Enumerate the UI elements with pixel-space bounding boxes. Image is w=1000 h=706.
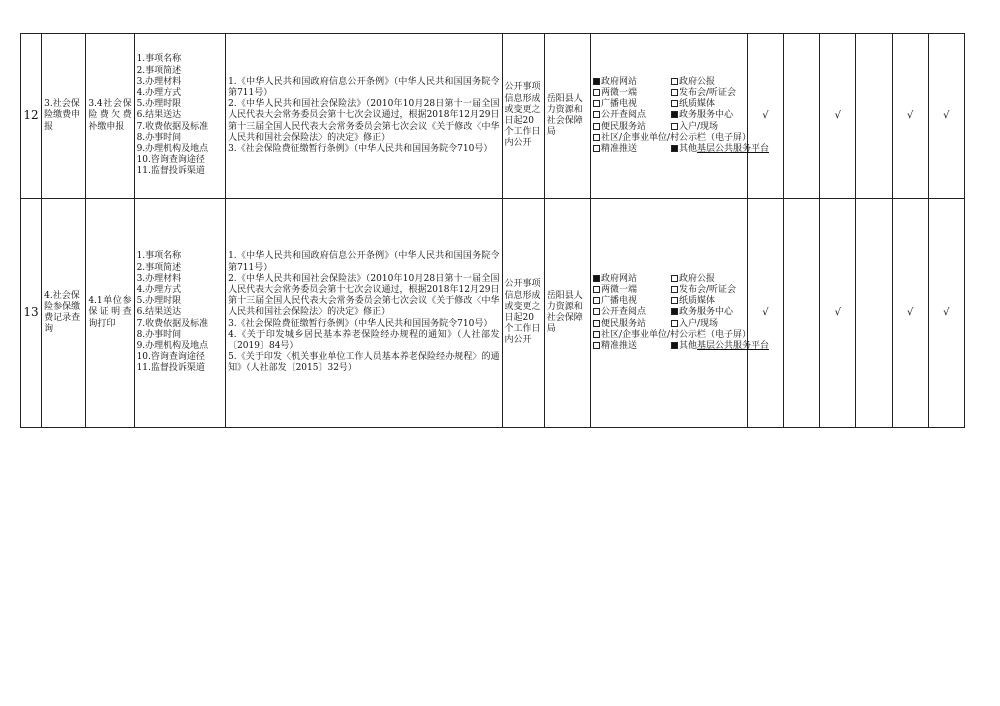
empty-box-icon (593, 100, 600, 107)
row-index: 12 (21, 34, 42, 199)
empty-box-icon (593, 111, 600, 118)
checked-box-icon (593, 275, 600, 282)
channel-paper: 纸质媒体 (671, 296, 769, 307)
empty-box-icon (671, 89, 678, 96)
basis-cell (226, 34, 502, 199)
checked-box-icon (593, 78, 600, 85)
content-item: 10.咨询查询途径 (136, 352, 205, 363)
empty-box-icon (593, 286, 600, 293)
basis-item: 3.《社会保险费征缴暂行条例》（中华人民共和国国务院令710号） (228, 318, 493, 329)
content-item: 11.监督投诉渠道 (136, 166, 205, 177)
category-cell: 3.社会保险缴费申报 (42, 34, 86, 199)
content-item: 4.办理方式 (136, 87, 182, 98)
basis-cell (226, 199, 502, 428)
channel-press: 发布会/听证会 (671, 88, 769, 99)
subitem-cell: 3.4社会保险费欠费补缴申报 (86, 34, 134, 199)
basis-item: 2.《中华人民共和国社会保险法》（2010年10月28日第十一届全国人民代表大会常务委员会第十七次会议通过，根据2018年12月29日第十三届全国人民代表大会常务委员会第七次会议《关于修改〈中华人民共和国社会保险法〉的决定》修正） (228, 273, 500, 318)
basis-item: 4.《关于印发城乡居民基本养老保险经办规程的通知》（人社部发〔2019〕84号） (228, 329, 500, 351)
channel-two-micro: 两微一端 (593, 88, 671, 99)
scope-mark: √ (928, 199, 964, 428)
table-row (21, 199, 965, 428)
channel-push: 精准推送 (593, 144, 671, 155)
content-item: 5.办理时限 (136, 99, 182, 110)
scope-mark: √ (820, 34, 856, 199)
channel-service-station: 便民服务站 (593, 319, 671, 330)
contents-cell (134, 34, 225, 199)
content-item: 7.收费依据及标准 (136, 121, 209, 132)
channel-broadcast: 广播电视 (593, 99, 671, 110)
subject-cell: 岳阳县人力资源和社会保障局 (544, 199, 590, 428)
checked-box-icon (671, 342, 678, 349)
content-item: 4.办理方式 (136, 284, 182, 295)
content-item: 8.办事时间 (136, 132, 182, 143)
checked-box-icon (671, 145, 678, 152)
content-item: 9.办理机构及地点 (136, 341, 209, 351)
empty-box-icon (593, 89, 600, 96)
scope-mark (783, 34, 819, 199)
basis-item: 1.《中华人民共和国政府信息公开条例》（中华人民共和国国务院令第711号） (228, 76, 500, 98)
scope-mark (856, 34, 892, 199)
empty-box-icon (671, 286, 678, 293)
content-item: 2.事项简述 (136, 262, 182, 273)
content-item: 6.结果送达 (136, 110, 182, 121)
scope-mark: √ (820, 199, 856, 428)
scope-mark (783, 199, 819, 428)
disclosure-table (20, 33, 965, 428)
channel-two-micro: 两微一端 (593, 285, 671, 296)
time-limit-cell: 公开事项信息形成或变更之日起20个工作日内公开 (502, 199, 544, 428)
content-item: 3.办理材料 (136, 76, 182, 87)
contents-cell (134, 199, 225, 428)
checked-box-icon (671, 111, 678, 118)
channel-household: 入户/现场 (671, 122, 769, 133)
content-item: 6.结果送达 (136, 307, 182, 318)
empty-box-icon (671, 100, 678, 107)
content-item: 2.事项简述 (136, 65, 182, 76)
empty-box-icon (593, 320, 600, 327)
category-cell: 4.社会保险参保缴费记录查询 (42, 199, 86, 428)
channel-community: 社区/企事业单位/村公示栏（电子屏） (593, 330, 769, 341)
scope-mark: √ (892, 199, 928, 428)
table-row (21, 34, 965, 199)
channel-push: 精准推送 (593, 341, 671, 352)
channel-gov-bulletin: 政府公报 (671, 274, 769, 285)
empty-box-icon (593, 308, 600, 315)
time-limit-cell: 公开事项信息形成或变更之日起20个工作日内公开 (502, 34, 544, 199)
scope-mark: √ (892, 34, 928, 199)
content-item: 9.办理机构及地点 (136, 144, 209, 154)
channel-public-query: 公开查阅点 (593, 110, 671, 121)
basis-item: 5.《关于印发〈机关事业单位工作人员基本养老保险经办规程〉的通知》（人社部发〔2015〕32号） (228, 352, 500, 374)
channel-other: 其他基层公共服务平台 (671, 144, 769, 155)
channel-paper: 纸质媒体 (671, 99, 769, 110)
basis-item: 3.《社会保险费征缴暂行条例》（中华人民共和国国务院令710号） (228, 144, 493, 154)
channel-gov-website: 政府网站 (593, 77, 671, 88)
empty-box-icon (593, 145, 600, 152)
empty-box-icon (593, 297, 600, 304)
content-item: 1.事项名称 (136, 54, 182, 65)
channels-cell (590, 199, 769, 428)
channel-service-center: 政务服务中心 (671, 307, 769, 318)
row-index: 13 (21, 199, 42, 428)
empty-box-icon (593, 123, 600, 130)
empty-box-icon (671, 78, 678, 85)
basis-item: 2.《中华人民共和国社会保险法》（2010年10月28日第十一届全国人民代表大会常务委员会第十七次会议通过，根据2018年12月29日第十三届全国人民代表大会常务委员会第七次会议《关于修改〈中华人民共和国社会保险法〉的决定》修正） (228, 99, 500, 143)
scope-mark: √ (747, 199, 783, 428)
empty-box-icon (671, 275, 678, 282)
channel-household: 入户/现场 (671, 319, 769, 330)
channel-community: 社区/企事业单位/村公示栏（电子屏） (593, 133, 769, 144)
channel-press: 发布会/听证会 (671, 285, 769, 296)
subitem-cell: 4.1单位参保证明查询打印 (86, 199, 134, 428)
channel-service-center: 政务服务中心 (671, 110, 769, 121)
channel-gov-bulletin: 政府公报 (671, 77, 769, 88)
basis-item: 1.《中华人民共和国政府信息公开条例》（中华人民共和国国务院令第711号） (228, 251, 500, 273)
channel-gov-website: 政府网站 (593, 274, 671, 285)
content-item: 10.咨询查询途径 (136, 155, 205, 166)
content-item: 5.办理时限 (136, 296, 182, 307)
content-item: 1.事项名称 (136, 251, 182, 262)
channel-other: 其他基层公共服务平台 (671, 341, 769, 352)
channel-service-station: 便民服务站 (593, 122, 671, 133)
empty-box-icon (671, 297, 678, 304)
empty-box-icon (593, 331, 600, 338)
empty-box-icon (671, 320, 678, 327)
scope-mark (856, 199, 892, 428)
empty-box-icon (593, 134, 600, 141)
content-item: 11.监督投诉渠道 (136, 363, 205, 374)
channels-cell (590, 34, 769, 199)
subject-cell: 岳阳县人力资源和社会保障局 (544, 34, 590, 199)
content-item: 8.办事时间 (136, 329, 182, 340)
channel-public-query: 公开查阅点 (593, 307, 671, 318)
content-item: 3.办理材料 (136, 273, 182, 284)
empty-box-icon (593, 342, 600, 349)
scope-mark: √ (747, 34, 783, 199)
checked-box-icon (671, 308, 678, 315)
empty-box-icon (671, 123, 678, 130)
scope-mark: √ (928, 34, 964, 199)
content-item: 7.收费依据及标准 (136, 318, 209, 329)
channel-broadcast: 广播电视 (593, 296, 671, 307)
